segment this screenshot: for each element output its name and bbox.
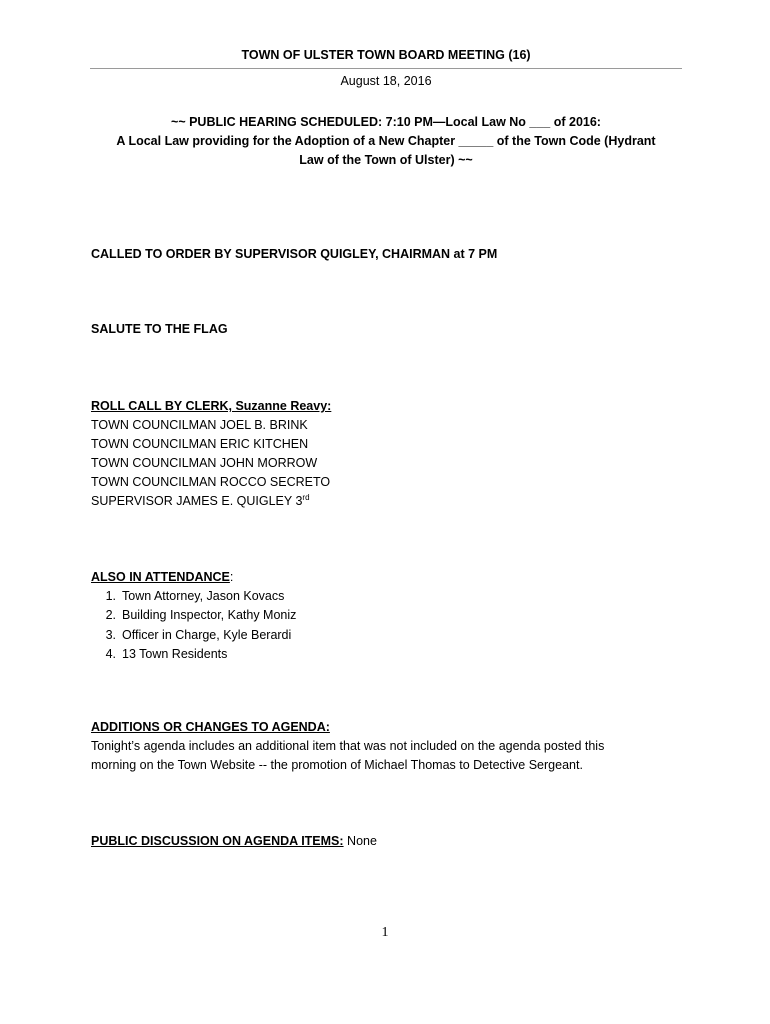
called-to-order: CALLED TO ORDER BY SUPERVISOR QUIGLEY, CHAIRMAN at 7 PM	[91, 247, 498, 261]
hearing-line-1: ~~ PUBLIC HEARING SCHEDULED: 7:10 PM—Local Law No ___ of 2016:	[171, 115, 601, 129]
agenda-changes-text-2: morning on the Town Website -- the promotion of Michael Thomas to Detective Sergeant.	[91, 758, 583, 772]
roll-call-heading: ROLL CALL BY CLERK, Suzanne Reavy:	[91, 399, 332, 413]
hearing-line-2: A Local Law providing for the Adoption of a New Chapter _____ of the Town Code (Hydrant	[116, 134, 656, 148]
document-title: TOWN OF ULSTER TOWN BOARD MEETING (16)	[241, 48, 531, 62]
page-number: 1	[381, 925, 389, 940]
attendance-heading-row	[91, 568, 296, 587]
meeting-date: August 18, 2016	[340, 74, 432, 88]
agenda-changes-heading: ADDITIONS OR CHANGES TO AGENDA:	[91, 720, 330, 734]
list-text: Officer in Charge, Kyle Berardi	[122, 627, 292, 642]
roll-call-section	[91, 397, 331, 511]
attendance-heading: ALSO IN ATTENDANCE	[91, 570, 230, 584]
public-discussion	[91, 832, 377, 851]
public-discussion-heading: PUBLIC DISCUSSION ON AGENDA ITEMS:	[91, 834, 344, 848]
list-number: 1.	[105, 589, 116, 603]
roll-call-member: TOWN COUNCILMAN JOEL B. BRINK	[91, 418, 308, 432]
roll-call-member: TOWN COUNCILMAN ERIC KITCHEN	[91, 437, 309, 451]
roll-call-supervisor	[91, 492, 331, 511]
list-text: Town Attorney, Jason Kovacs	[122, 589, 285, 603]
hearing-line-3: Law of the Town of Ulster) ~~	[299, 153, 473, 167]
list-item	[91, 606, 296, 625]
attendance-section	[91, 568, 296, 664]
list-number: 3.	[105, 627, 116, 642]
list-item	[91, 587, 296, 606]
attendance-colon: :	[229, 570, 234, 584]
roll-call-member: TOWN COUNCILMAN JOHN MORROW	[91, 456, 318, 470]
salute-to-flag: SALUTE TO THE FLAG	[91, 322, 228, 336]
list-item	[91, 645, 296, 664]
agenda-changes-text-1: Tonight’s agenda includes an additional item that was not included on the agenda posted this	[91, 739, 605, 753]
list-text: 13 Town Residents	[122, 646, 228, 661]
attendance-list	[91, 587, 296, 664]
agenda-changes-section	[91, 718, 604, 775]
list-number: 2.	[105, 608, 116, 623]
supervisor-name: SUPERVISOR JAMES E. QUIGLEY 3	[91, 494, 303, 508]
list-text: Building Inspector, Kathy Moniz	[122, 608, 297, 623]
ordinal-suffix: rd	[302, 493, 310, 502]
list-number: 4.	[105, 646, 116, 661]
list-item	[91, 626, 296, 645]
header-divider	[90, 68, 682, 69]
public-hearing-notice	[90, 113, 682, 170]
public-discussion-value: None	[343, 834, 377, 848]
roll-call-member: TOWN COUNCILMAN ROCCO SECRETO	[91, 475, 331, 489]
